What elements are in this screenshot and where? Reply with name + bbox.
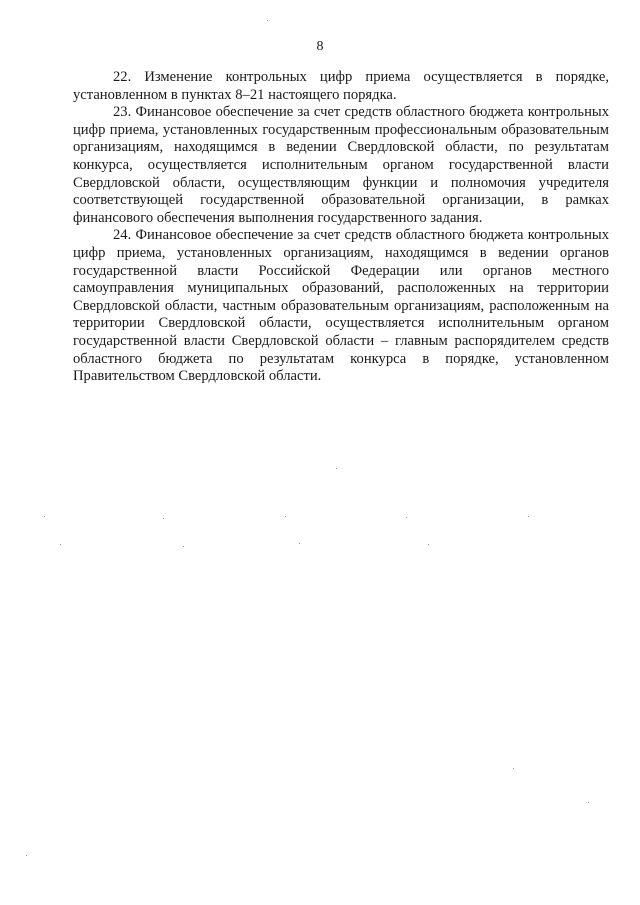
scan-speck [299,543,300,544]
scan-speck [588,802,589,803]
scan-speck [26,855,27,856]
scan-speck [60,544,61,545]
document-body [73,69,609,386]
scan-speck [336,468,337,469]
scan-speck [183,546,184,547]
scan-speck [285,516,286,517]
paragraph-22: 22. Изменение контрольных цифр приема осуществляется в порядке, установленном в пунктах 8–21 настоящего порядка. [73,69,609,103]
paragraph-24: 24. Финансовое обеспечение за счет средств областного бюджета контрольных цифр приема, установленных организациям, находящимся в ведении органов государственной власти Российской Федерации или органов местного самоуправления муниципальных образований, расположенных на территории Свердловской области, частным образовательным организациям, расположенным на территории Свердловской области, осуществляется исполнительным органом государственной власти Свердловской области – главным распорядителем средств областного бюджета по результатам конкурса в порядке, установленном Правительством Свердловской области. [73,227,609,385]
scan-speck [513,768,514,769]
scan-speck [163,518,164,519]
scan-speck [406,517,407,518]
paragraph-23: 23. Финансовое обеспечение за счет средств областного бюджета контрольных цифр приема, установленных государственным профессиональным образовательным организациям, находящимся в ведении Свердловской области, по результатам конкурса, осуществляется исполнительным органом государственной власти Свердловской области, осуществляющим функции и полномочия учредителя соответствующей государственной образовательной организации, в рамках финансового обеспечения выполнения государственного задания. [73,104,609,226]
page-number: 8 [316,39,324,54]
scan-speck [528,516,529,517]
scan-speck [267,20,268,21]
scan-speck [44,516,45,517]
scan-speck [428,544,429,545]
